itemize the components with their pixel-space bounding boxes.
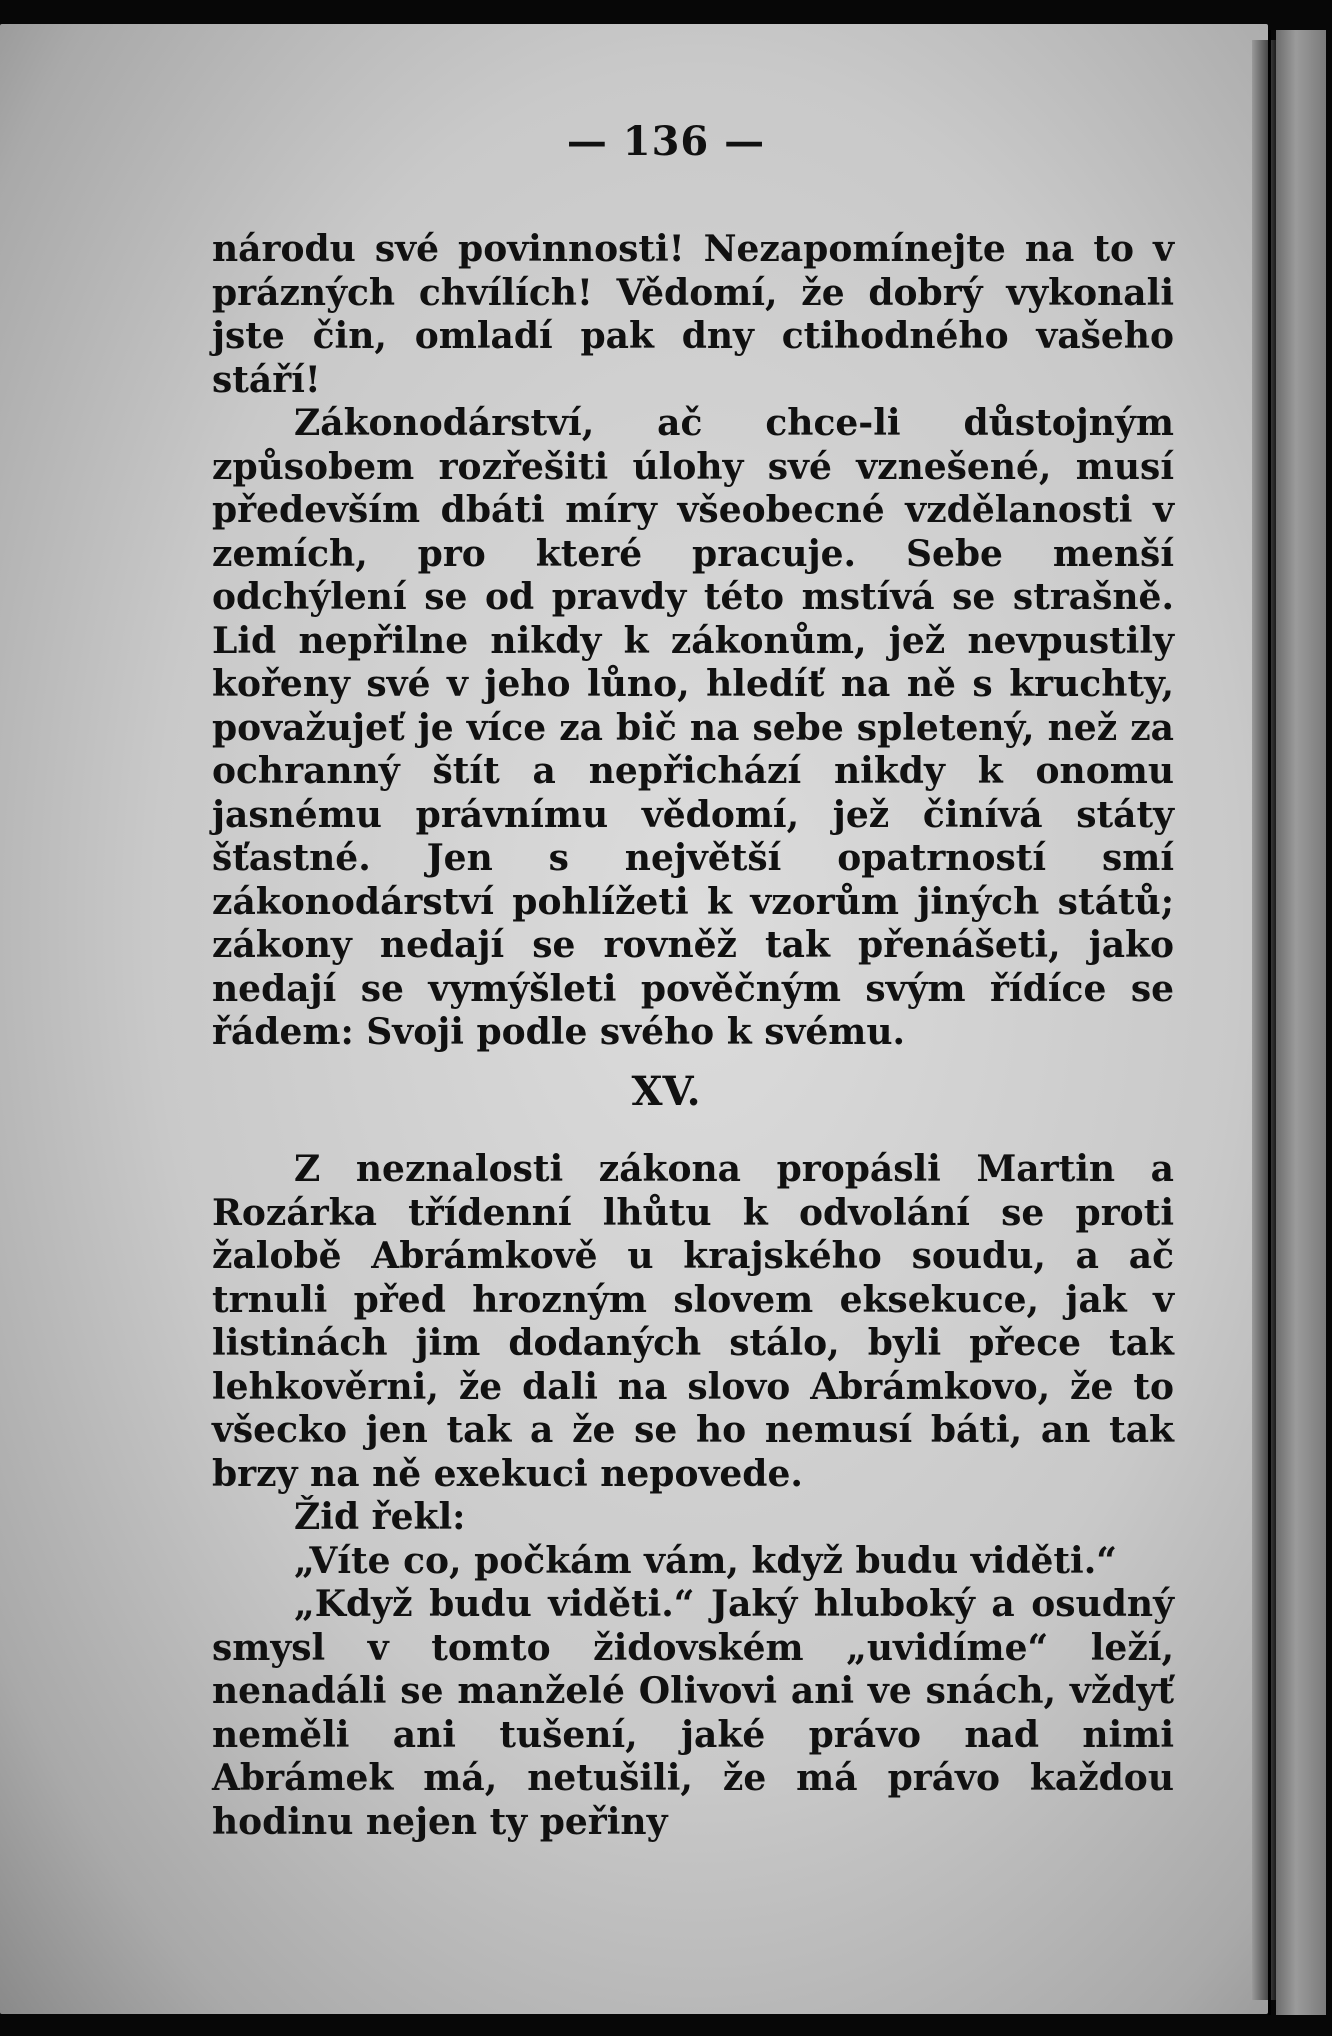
text-block-top — [212, 228, 1174, 1055]
paragraph: Z neznalosti zákona propásli Martin a Rozárka třídenní lhůtu k odvolání se proti žalobě Abrámkově u krajského soudu, a ač trnuli před hrozným slovem eksekuce, jak v listinách jim dodaných stálo, byli přece tak lehkověrni, že dali na slovo Abrámkovo, že to všecko jen tak a že se ho nemusí báti, an tak brzy na ně exekuci nepovede. — [212, 1148, 1174, 1495]
page-edge-shadow — [1252, 40, 1278, 2000]
page-number: — 136 — — [566, 118, 766, 165]
paragraph: Žid řekl: — [294, 1496, 466, 1538]
chapter-heading: XV. — [631, 1068, 701, 1115]
paragraph: „Když budu viděti.“ Jaký hluboký a osudný smysl v tomto židovském „uvidíme“ leží, nenadáli se manželé Olivovi ani ve snách, vždyť neměli ani tušení, jaké právo nad nimi Abrámek má, netušili, že má právo každou hodinu nejen ty peřiny — [212, 1583, 1174, 1843]
paragraph: národu své povinnosti! Nezapomínejte na to v prázných chvílích! Vědomí, že dobrý vykonali jste čin, omladí pak dny ctihodného vašeho stáří! — [212, 228, 1174, 401]
text-block-bottom — [212, 1148, 1174, 1844]
facing-page-strip — [1276, 30, 1326, 2015]
paragraph: Zákonodárství, ač chce-li důstojným způsobem rozřešiti úlohy své vznešené, musí především dbáti míry všeobecné vzdělanosti v zemích, pro které pracuje. Sebe menší odchýlení se od pravdy této mstívá se strašně. Lid nepřilne nikdy k zákonům, jež nevpustily kořeny své v jeho lůno, hledíť na ně s kruchty, považujeť je více za bič na sebe spletený, než za ochranný štít a nepřichází nikdy k onomu jasnému právnímu vědomí, jež činívá státy šťastné. Jen s největší opatrností smí zákonodárství pohlížeti k vzorům jiných států; zákony nedají se rovněž tak přenášeti, jako nedají se vymýšleti pověčným svým řídíce se řádem: Svoji podle svého k svému. — [212, 402, 1174, 1053]
paragraph: „Víte co, počkám vám, když budu viděti.“ — [294, 1539, 1117, 1582]
page-gutter-line — [1268, 30, 1271, 2015]
